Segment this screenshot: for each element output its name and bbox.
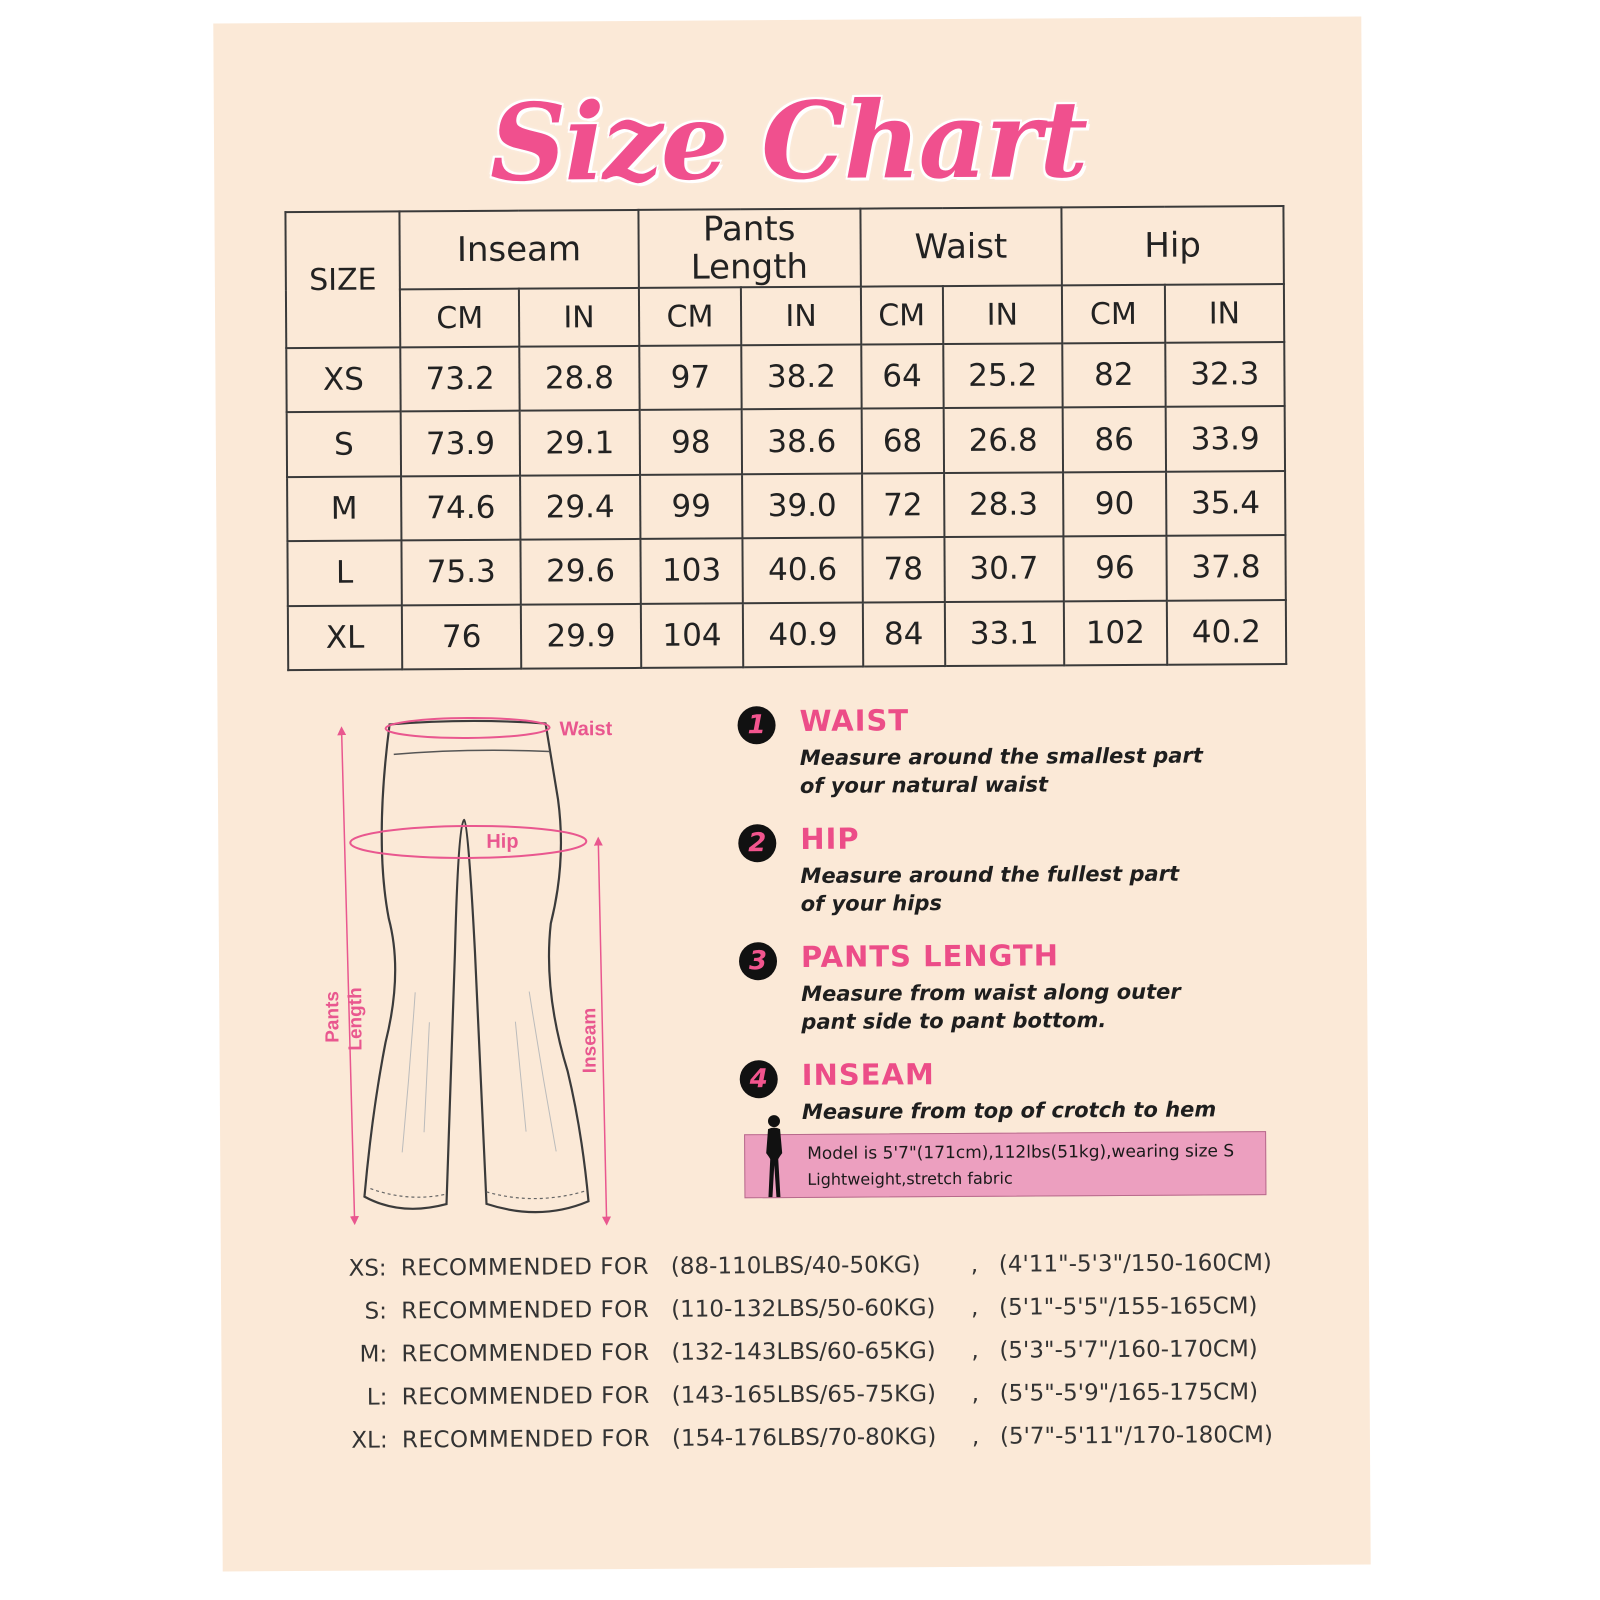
- table-row: [288, 600, 1286, 671]
- table-cell: 33.9: [1165, 406, 1285, 471]
- table-cell: 97: [639, 345, 742, 410]
- rec-weight: (143-165LBS/65-75KG): [671, 1380, 937, 1409]
- table-cell: 28.8: [520, 346, 640, 411]
- fabric-info-line: Lightweight,stretch fabric: [807, 1168, 1013, 1189]
- size-chart-sheet: [213, 17, 1370, 1572]
- table-cell: 96: [1063, 536, 1166, 601]
- table-cell: 40.6: [743, 538, 863, 603]
- instruction-text: Measure around the fullest part of your hips: [800, 861, 1180, 916]
- table-cell: 25.2: [943, 343, 1063, 408]
- size-cell: M: [287, 476, 401, 541]
- unit-header: IN: [1165, 284, 1285, 343]
- table-cell: 26.8: [943, 408, 1063, 473]
- model-info-line: Model is 5'7"(171cm),112lbs(51kg),wearing size S: [807, 1141, 1235, 1164]
- size-recommendations: [331, 1241, 1332, 1462]
- table-cell: 102: [1064, 600, 1167, 665]
- table-row: [287, 406, 1285, 476]
- instruction-pants-length: [739, 937, 1300, 1036]
- rec-height: (5'7"-5'11"/170-180CM): [999, 1421, 1273, 1450]
- table-group-header-row: [285, 206, 1283, 290]
- step-number-badge: 3: [739, 942, 777, 980]
- rec-size: XS: [348, 1255, 379, 1282]
- rec-size: L: [366, 1384, 380, 1411]
- rec-label: RECOMMENDED FOR: [401, 1425, 651, 1453]
- table-unit-header-row: [286, 284, 1284, 348]
- instruction-heading: WAIST: [799, 703, 910, 738]
- rec-height: (5'5"-5'9"/165-175CM): [999, 1378, 1259, 1407]
- rec-label: RECOMMENDED FOR: [401, 1339, 650, 1367]
- instruction-waist: [737, 701, 1298, 800]
- table-cell: 38.2: [742, 345, 862, 410]
- pants-measurement-diagram: [317, 691, 660, 1233]
- table-cell: 98: [639, 410, 742, 475]
- rec-weight: (88-110LBS/40-50KG): [670, 1251, 921, 1280]
- waist-diagram-label: Waist: [559, 718, 613, 741]
- step-number-badge: 2: [738, 824, 776, 862]
- rec-weight: (110-132LBS/50-60KG): [671, 1294, 936, 1323]
- table-cell: 29.4: [520, 475, 640, 540]
- size-cell: XL: [288, 605, 402, 670]
- table-row: [287, 471, 1285, 541]
- measurement-instructions: [737, 701, 1300, 1148]
- rec-size: XL: [351, 1427, 381, 1454]
- table-cell: 90: [1063, 471, 1166, 536]
- rec-height: (5'1"-5'5"/155-165CM): [999, 1292, 1258, 1321]
- table-cell: 86: [1063, 407, 1166, 472]
- unit-header: IN: [741, 287, 861, 346]
- instruction-heading: HIP: [800, 821, 860, 856]
- table-cell: 68: [861, 408, 943, 473]
- rec-weight: (154-176LBS/70-80KG): [671, 1423, 937, 1452]
- table-cell: 73.9: [401, 411, 521, 476]
- rec-label: RECOMMENDED FOR: [401, 1382, 650, 1410]
- table-cell: 33.1: [944, 601, 1064, 666]
- instruction-inseam: [740, 1055, 1300, 1126]
- size-column-header: SIZE: [285, 211, 400, 348]
- page-title: Size Chart: [489, 76, 1087, 205]
- recommendation-row: M : RECOMMENDED FOR (132-143LBS/60-65KG) , (5'3"-5'7"/160-170CM): [331, 1327, 1331, 1376]
- pants-length-arrow: [342, 731, 355, 1221]
- instruction-text: Measure around the smallest part of your natural waist: [799, 743, 1203, 798]
- table-cell: 75.3: [401, 540, 521, 605]
- step-number-badge: 1: [737, 706, 775, 744]
- rec-weight: (132-143LBS/60-65KG): [671, 1337, 936, 1366]
- instruction-heading: INSEAM: [801, 1057, 935, 1092]
- pants-length-header: [638, 209, 861, 288]
- table-cell: 99: [640, 474, 743, 539]
- table-cell: 64: [861, 344, 943, 409]
- instruction-hip: [738, 819, 1299, 918]
- table-cell: 32.3: [1165, 342, 1285, 407]
- inseam-diagram-label: Inseam: [579, 1007, 601, 1074]
- unit-header: CM: [638, 287, 741, 346]
- table-cell: 74.6: [401, 475, 521, 540]
- rec-label: RECOMMENDED FOR: [400, 1253, 650, 1281]
- table-cell: 82: [1062, 343, 1165, 408]
- rec-height: (5'3"-5'7"/160-170CM): [999, 1335, 1258, 1364]
- recommendation-row: L : RECOMMENDED FOR (143-165LBS/65-75KG) , (5'5"-5'9"/165-175CM): [332, 1370, 1332, 1419]
- table-row: [286, 342, 1284, 412]
- pants-length-header-text: Pants Length: [690, 208, 809, 288]
- recommendation-row: XS : RECOMMENDED FOR (88-110LBS/40-50KG) , (4'11"-5'3"/150-160CM): [331, 1241, 1331, 1290]
- table-cell: 103: [640, 538, 743, 603]
- pants-length-diagram-label-1: Pants: [322, 990, 344, 1043]
- pants-outline: [362, 720, 589, 1213]
- table-cell: 29.9: [521, 603, 641, 668]
- table-cell: 29.6: [521, 539, 641, 604]
- table-cell: 78: [862, 537, 944, 602]
- table-cell: 72: [862, 473, 944, 538]
- size-cell: L: [287, 541, 401, 606]
- unit-header: CM: [1062, 285, 1165, 344]
- table-cell: 40.2: [1167, 600, 1287, 665]
- table-cell: 38.6: [742, 409, 862, 474]
- table-cell: 37.8: [1166, 535, 1286, 600]
- instruction-heading: PANTS LENGTH: [800, 938, 1060, 974]
- table-cell: 73.2: [400, 347, 520, 412]
- unit-header: IN: [519, 288, 639, 347]
- table-cell: 30.7: [944, 537, 1064, 602]
- table-cell: 104: [640, 603, 743, 668]
- inseam-header: Inseam: [399, 210, 638, 289]
- step-number-badge: 4: [740, 1060, 778, 1098]
- rec-label: RECOMMENDED FOR: [401, 1296, 650, 1324]
- rec-height: (4'11"-5'3"/150-160CM): [998, 1249, 1272, 1278]
- hip-header: Hip: [1061, 206, 1284, 285]
- unit-header: CM: [861, 286, 943, 345]
- size-cell: XS: [286, 347, 400, 412]
- waist-header: Waist: [860, 207, 1062, 286]
- recommendation-row: XL : RECOMMENDED FOR (154-176LBS/70-80KG) , (5'7"-5'11"/170-180CM): [332, 1413, 1332, 1462]
- size-table: [284, 205, 1287, 671]
- model-info-box: [744, 1131, 1266, 1198]
- size-cell: S: [287, 412, 401, 477]
- table-cell: 28.3: [944, 472, 1064, 537]
- rec-size: S: [364, 1298, 380, 1325]
- unit-header: IN: [943, 285, 1063, 344]
- hip-diagram-label: Hip: [486, 830, 519, 853]
- table-cell: 35.4: [1166, 471, 1286, 536]
- model-silhouette-icon: [759, 1113, 790, 1199]
- table-cell: 84: [862, 602, 944, 667]
- table-cell: 76: [402, 604, 522, 669]
- table-cell: 39.0: [742, 473, 862, 538]
- table-cell: 40.9: [743, 602, 863, 667]
- recommendation-row: S : RECOMMENDED FOR (110-132LBS/50-60KG) , (5'1"-5'5"/155-165CM): [331, 1284, 1331, 1333]
- rec-size: M: [359, 1341, 380, 1368]
- table-row: [287, 535, 1285, 605]
- pants-length-diagram-label-2: Length: [345, 987, 367, 1051]
- instruction-text: Measure from waist along outer pant side to pant bottom.: [801, 979, 1181, 1034]
- instruction-text: Measure from top of crotch to hem: [801, 1097, 1217, 1124]
- table-cell: 29.1: [520, 410, 640, 475]
- unit-header: CM: [400, 289, 520, 348]
